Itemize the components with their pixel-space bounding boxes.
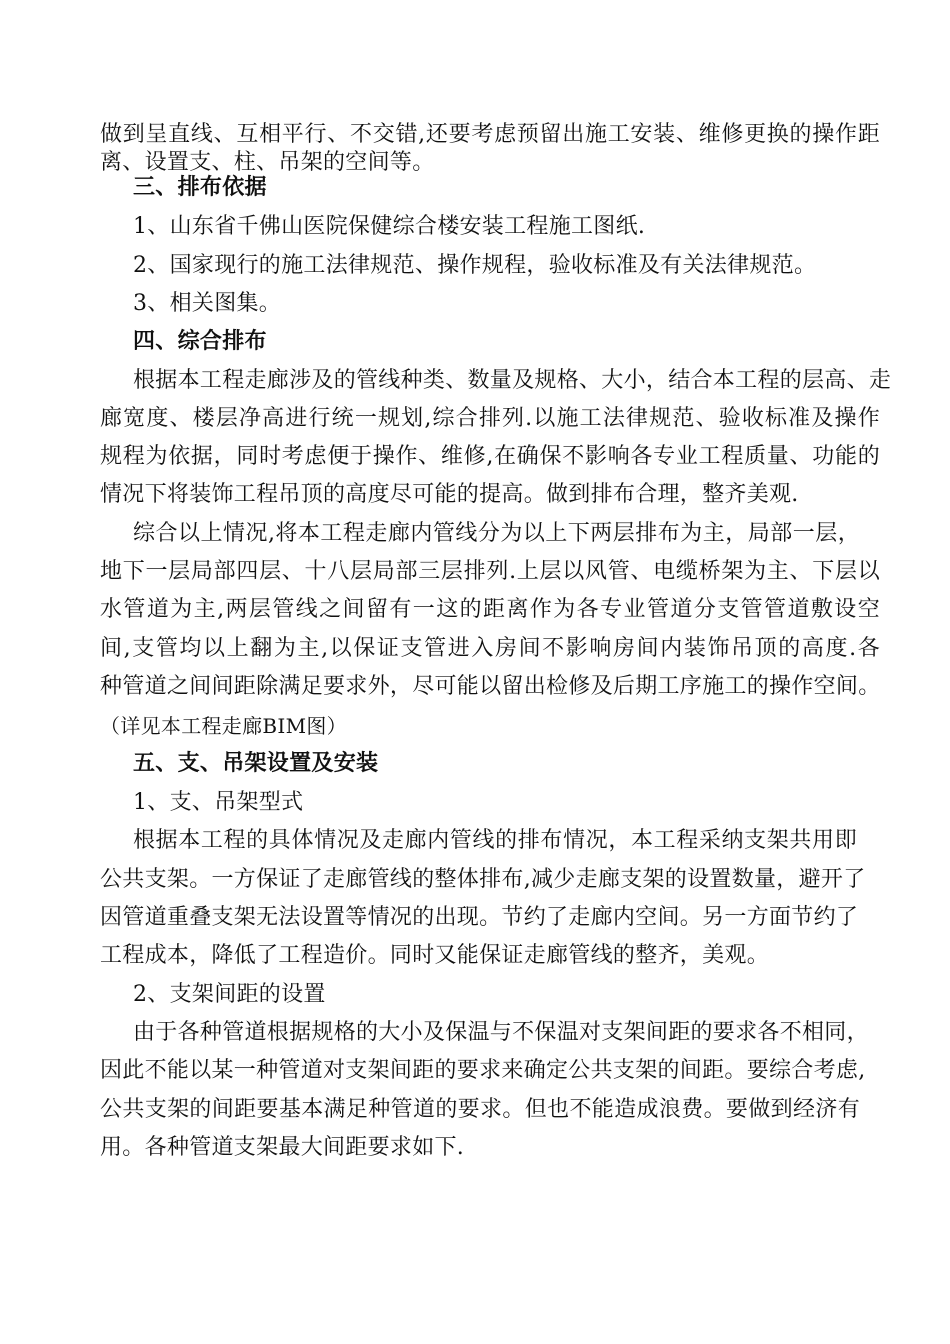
paragraph-line: 公共支架的间距要基本满足种管道的要求。但也不能造成浪费。要做到经济有 [100,1097,860,1122]
subsection-heading: 1、支、吊架型式 [133,790,304,815]
paragraph-line: 用。各种管道支架最大间距要求如下. [100,1135,465,1160]
paragraph-line: 规程为依据，同时考虑便于操作、维修,在确保不影响各专业工程质量、功能的 [100,444,880,469]
section-heading-5: 五、支、吊架设置及安装 [133,751,379,776]
paragraph-line: 综合以上情况,将本工程走廊内管线分为以上下两层排布为主，局部一层， [133,521,860,546]
paragraph-line: 工程成本，降低了工程造价。同时又能保证走廊管线的整齐，美观。 [100,943,770,968]
paragraph-line: 因此不能以某一种管道对支架间距的要求来确定公共支架的间距。要综合考虑, [100,1058,866,1083]
paragraph-line: 根据本工程的具体情况及走廊内管线的排布情况，本工程采纳支架共用即 [133,828,857,853]
paragraph-line: 水管道为主,两层管线之间留有一这的距离作为各专业管道分支管管道敷设空 [100,597,880,622]
paragraph-line: 离、设置支、柱、吊架的空间等。 [100,150,435,175]
paragraph-line: 做到呈直线、互相平行、不交错,还要考虑预留出施工安装、维修更换的操作距 [100,122,880,147]
list-item: 1、山东省千佛山医院保健综合楼安装工程施工图纸. [133,214,646,239]
paragraph-line: 由于各种管道根据规格的大小及保温与不保温对支架间距的要求各不相同， [133,1020,869,1045]
paragraph-line: （详见本工程走廊BIM图） [100,714,347,738]
paragraph-line: 间,支管均以上翻为主,以保证支管进入房间不影响房间内装饰吊顶的高度.各 [100,636,880,661]
paragraph-line: 情况下将装饰工程吊顶的高度尽可能的提高。做到排布合理，整齐美观. [100,482,799,507]
paragraph-line: 地下一层局部四层、十八层局部三层排列.上层以风管、电缆桥架为主、下层以 [100,559,880,584]
paragraph-line: 根据本工程走廊涉及的管线种类、数量及规格、大小，结合本工程的层高、走 [133,368,892,393]
paragraph-line: 种管道之间间距除满足要求外，尽可能以留出检修及后期工序施工的操作空间。 [100,674,881,699]
subsection-heading: 2、支架间距的设置 [133,982,326,1007]
paragraph-line: 廊宽度、楼层净高进行统一规划,综合排列.以施工法律规范、验收标准及操作 [100,406,880,431]
paragraph-line: 因管道重叠支架无法设置等情况的出现。节约了走廊内空间。另一方面节约了 [100,905,859,930]
list-item: 2、国家现行的施工法律规范、操作规程，验收标准及有关法律规范。 [133,253,817,278]
section-heading-3: 三、排布依据 [133,175,267,200]
list-item: 3、相关图集。 [133,291,282,316]
section-heading-4: 四、综合排布 [133,329,267,354]
paragraph-line: 公共支架。一方保证了走廊管线的整体排布,减少走廊支架的设置数量，避开了 [100,867,866,892]
